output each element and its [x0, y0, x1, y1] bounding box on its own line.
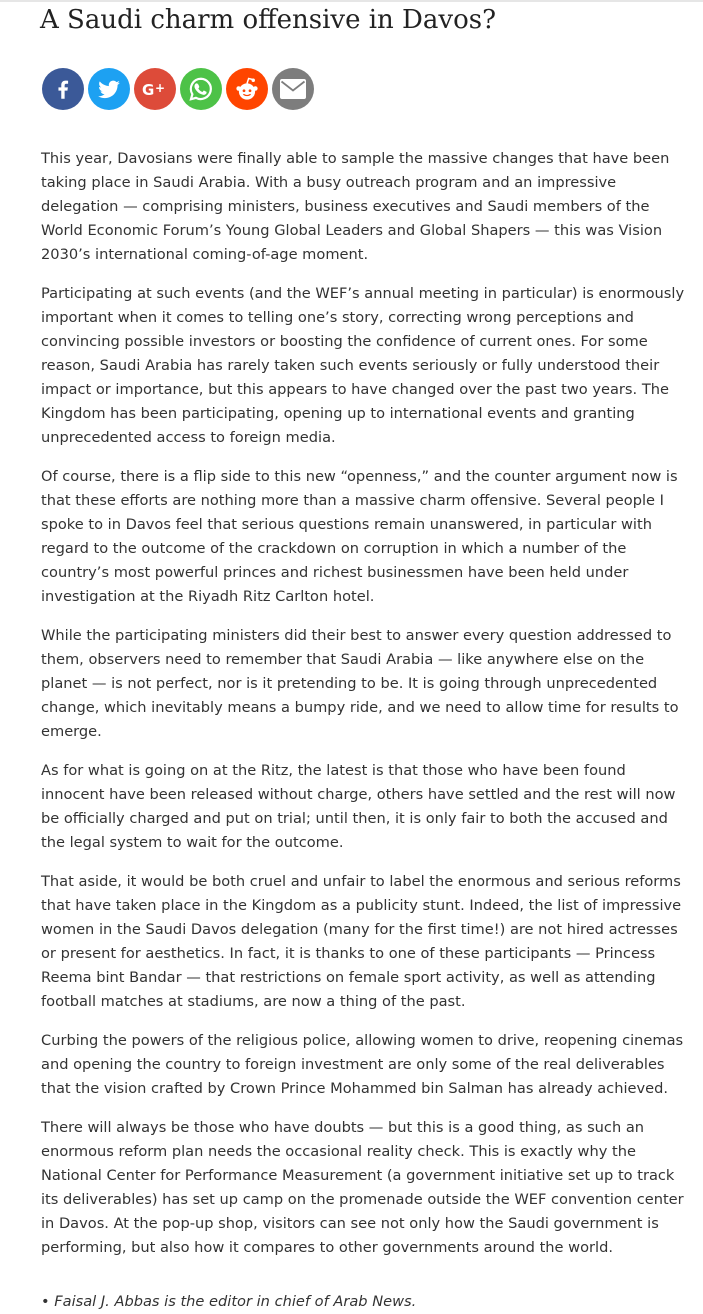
- svg-text:G: G: [142, 81, 155, 99]
- paragraph: While the participating ministers did their best to answer every question addressed to them, observers need to remember that Saudi Arabia — like anywhere else on the planet — is not perfect, nor is it pretending to be. It is going through unprecedented change, which inevitably means a bumpy ride, and we need to allow time for results to emerge.: [41, 627, 679, 740]
- article-title: A Saudi charm offensive in Davos?: [40, 5, 497, 35]
- share-google-plus-button[interactable]: [134, 68, 176, 110]
- share-bar: [42, 68, 691, 110]
- reddit-icon: [232, 74, 262, 104]
- share-whatsapp-button[interactable]: [180, 68, 222, 110]
- facebook-icon: [50, 76, 76, 102]
- share-email-button[interactable]: [272, 68, 314, 110]
- paragraph: As for what is going on at the Ritz, the latest is that those who have been found innocent have been released without charge, others have settled and the rest will now be officially charged and put on trial; until then, it is only fair to both the accused and the legal system to wait for the outcome.: [41, 762, 676, 851]
- share-facebook-button[interactable]: [42, 68, 84, 110]
- article: [41, 2, 691, 1314]
- paragraph: Participating at such events (and the WEF’s annual meeting in particular) is enormously important when it comes to telling one’s story, correcting wrong perceptions and convincing possible investors or boosting the confidence of current ones. For some reason, Saudi Arabia has rarely taken such events seriously or fully understood their impact or importance, but this appears to have changed over the past two years. The Kingdom has been participating, opening up to international events and granting unprecedented access to foreign media.: [41, 285, 685, 446]
- email-icon: [280, 79, 306, 99]
- svg-text:+: +: [155, 81, 166, 95]
- paragraph: Curbing the powers of the religious police, allowing women to drive, reopening cinemas and opening the country to foreign investment are only some of the real deliverables that the vision crafted by Crown Prince Mohammed bin Salman has already achieved.: [41, 1032, 684, 1097]
- google-plus-icon: [141, 79, 169, 99]
- paragraph: That aside, it would be both cruel and unfair to label the enormous and serious reforms that have taken place in the Kingdom as a publicity stunt. Indeed, the list of impressive women in the Saudi Davos delegation (many for the first time!) are not hired actresses or present for aesthetics. In fact, it is thanks to one of these participants — Princess Reema bint Bandar — that restrictions on female sport activity, as well as attending football matches at stadiums, are now a thing of the past.: [41, 873, 682, 1010]
- author-byline: • Faisal J. Abbas is the editor in chief of Arab News.: [41, 1293, 417, 1310]
- paragraph: Of course, there is a flip side to this new “openness,” and the counter argument now is that these efforts are nothing more than a massive charm offensive. Several people I spoke to in Davos feel that serious questions remain unanswered, in particular with regard to the outcome of the crackdown on corruption in which a number of the country’s most powerful princes and richest businessmen have been held under investigation at the Riyadh Ritz Carlton hotel.: [41, 468, 678, 605]
- twitter-icon: [96, 76, 122, 102]
- whatsapp-icon: [187, 75, 215, 103]
- paragraph: This year, Davosians were finally able to sample the massive changes that have been taking place in Saudi Arabia. With a busy outreach program and an impressive delegation — comprising ministers, business executives and Saudi members of the World Economic Forum’s Young Global Leaders and Global Shapers — this was Vision 2030’s international coming-of-age moment.: [41, 150, 670, 263]
- share-twitter-button[interactable]: [88, 68, 130, 110]
- share-reddit-button[interactable]: [226, 68, 268, 110]
- article-body: [41, 147, 691, 1260]
- paragraph: There will always be those who have doubts — but this is a good thing, as such an enormous reform plan needs the occasional reality check. This is exactly why the National Center for Performance Measurement (a government initiative set up to track its deliverables) has set up camp on the promenade outside the WEF convention center in Davos. At the pop-up shop, visitors can see not only how the Saudi government is performing, but also how it compares to other governments around the world.: [41, 1119, 684, 1256]
